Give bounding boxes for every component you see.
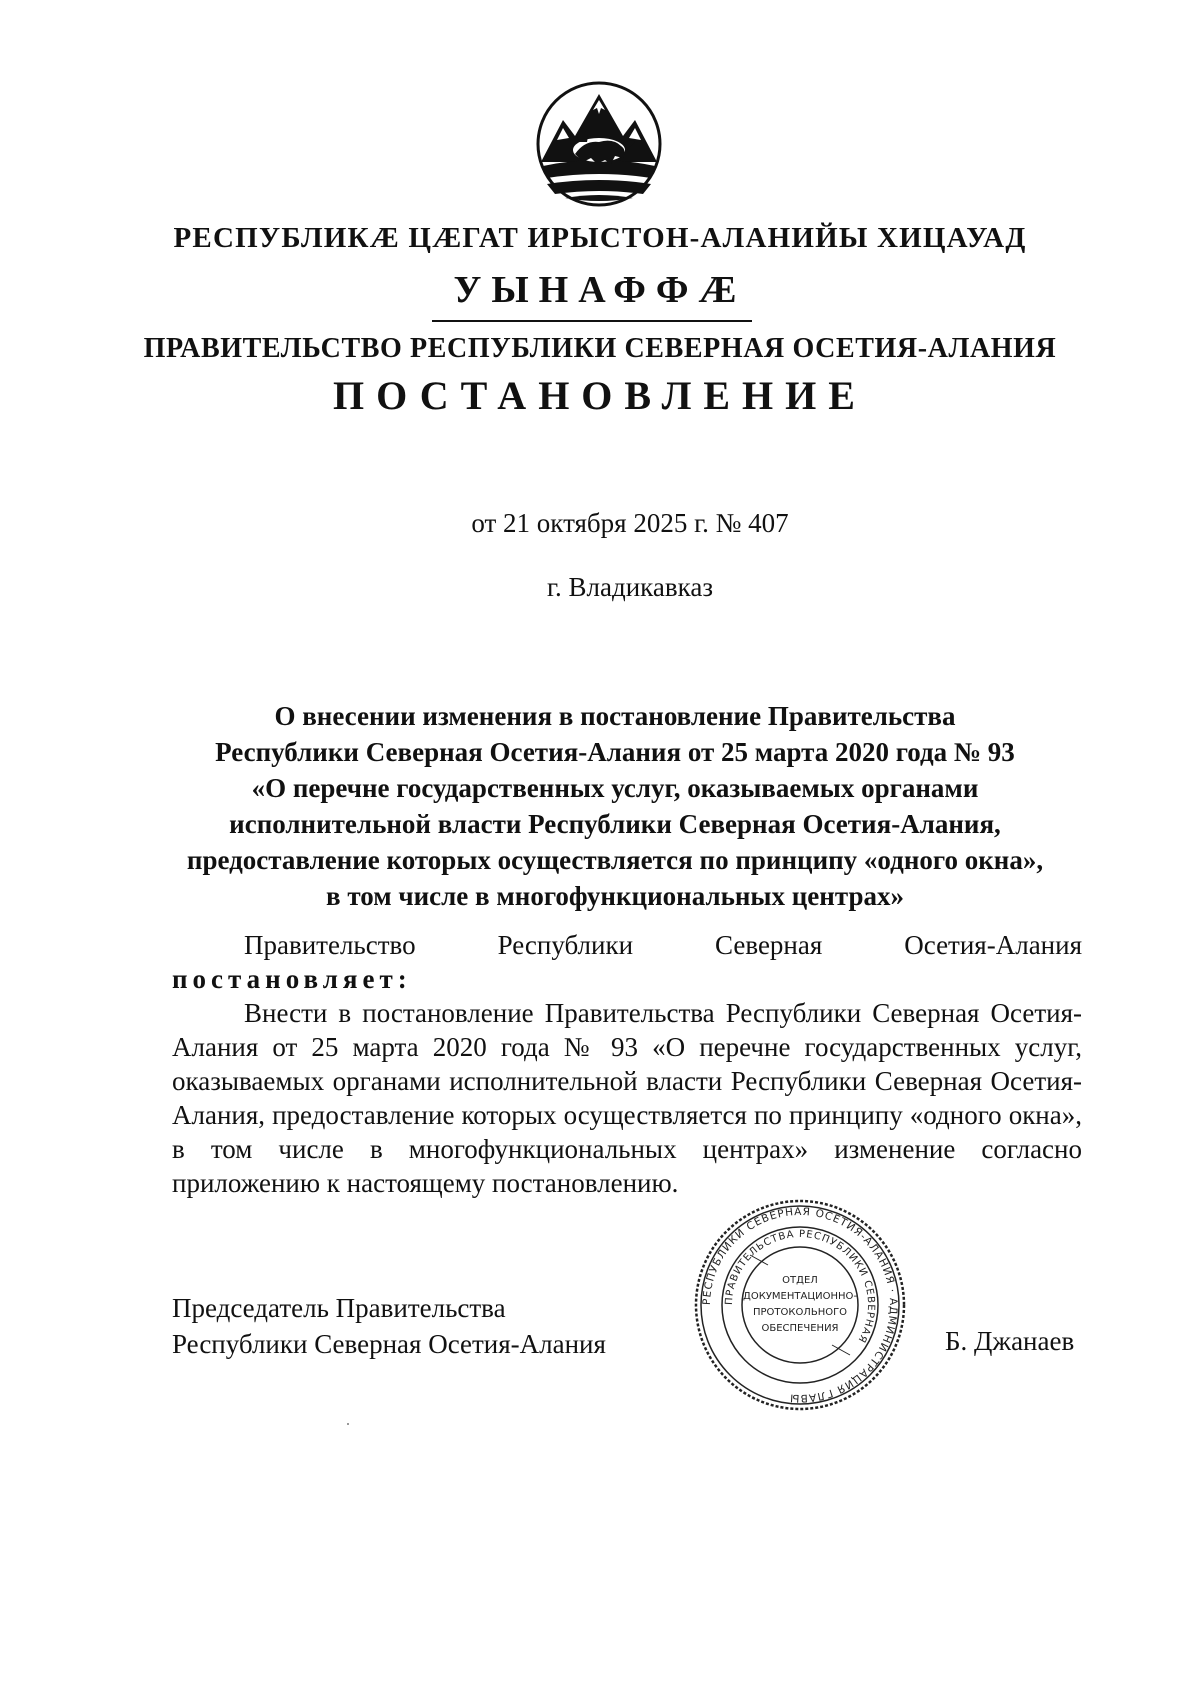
ossetian-government-title: РЕСПУБЛИКÆ ЦÆГАТ ИРЫСТОН-АЛАНИЙЫ ХИЦАУАД bbox=[173, 222, 1027, 254]
scan-speck bbox=[347, 1423, 349, 1425]
operative-paragraph: Внести в постановление Правительства Республики Северная Осетия-Алания от 25 марта 2020 года № 93 «О перечне государственных услуг, оказываемых органами исполнительной власти Республики Северная Осетия-Алания, предоставление которых осуществляется по принципу «одного окна», в том числе в многофункциональных центрах» изменение согласно приложению к настоящему постановлению. bbox=[172, 998, 1082, 1198]
russian-decree-word: ПОСТАНОВЛЕНИЕ bbox=[333, 373, 867, 418]
signatory-position-line: Председатель Правительства bbox=[172, 1293, 506, 1323]
title-line: Республики Северная Осетия-Алания от 25 марта 2020 года № 93 bbox=[215, 737, 1015, 767]
signatory-position-line: Республики Северная Осетия-Алания bbox=[172, 1329, 606, 1359]
header-divider bbox=[432, 320, 752, 322]
stamp-center-line: ОТДЕЛ bbox=[782, 1275, 818, 1286]
stamp-inner-text: ПРАВИТЕЛЬСТВА РЕСПУБЛИКИ СЕВЕРНАЯ bbox=[723, 1228, 877, 1345]
decree-word: постановляет: bbox=[172, 964, 412, 994]
stamp-outer-text: РЕСПУБЛИКИ СЕВЕРНАЯ ОСЕТИЯ-АЛАНИЯ · АДМИНИСТРАЦИЯ ГЛАВЫ bbox=[700, 1205, 900, 1405]
official-stamp bbox=[690, 1195, 910, 1415]
signatory-position bbox=[172, 1290, 606, 1362]
document-date-number: от 21 октября 2025 г. № 407 bbox=[471, 508, 789, 538]
title-line: исполнительной власти Республики Северная Осетия-Алания, bbox=[229, 809, 1001, 839]
title-line: О внесении изменения в постановление Правительства bbox=[274, 701, 956, 731]
stamp-center-line: ДОКУМЕНТАЦИОННО- bbox=[743, 1291, 857, 1302]
document-city: г. Владикавказ bbox=[547, 572, 713, 602]
document-body bbox=[172, 928, 1082, 1200]
title-line: предоставление которых осуществляется по принципу «одного окна», bbox=[186, 845, 1044, 875]
stamp-center-line: ПРОТОКОЛЬНОГО bbox=[752, 1307, 848, 1318]
ossetian-decree-word: УЫНАФФÆ bbox=[453, 269, 747, 311]
signatory-name: Б. Джанаев bbox=[945, 1326, 1075, 1356]
title-line: «О перечне государственных услуг, оказываемых органами bbox=[251, 773, 979, 803]
russian-government-title: ПРАВИТЕЛЬСТВО РЕСПУБЛИКИ СЕВЕРНАЯ ОСЕТИЯ-АЛАНИЯ bbox=[143, 333, 1057, 364]
title-line: в том числе в многофункциональных центрах» bbox=[326, 881, 904, 911]
stamp-center-line: ОБЕСПЕЧЕНИЯ bbox=[761, 1323, 839, 1334]
document-title bbox=[150, 698, 1080, 914]
coat-of-arms-emblem bbox=[535, 80, 663, 208]
preamble-text: Правительство Республики Северная Осетия-Алания bbox=[244, 930, 1082, 960]
